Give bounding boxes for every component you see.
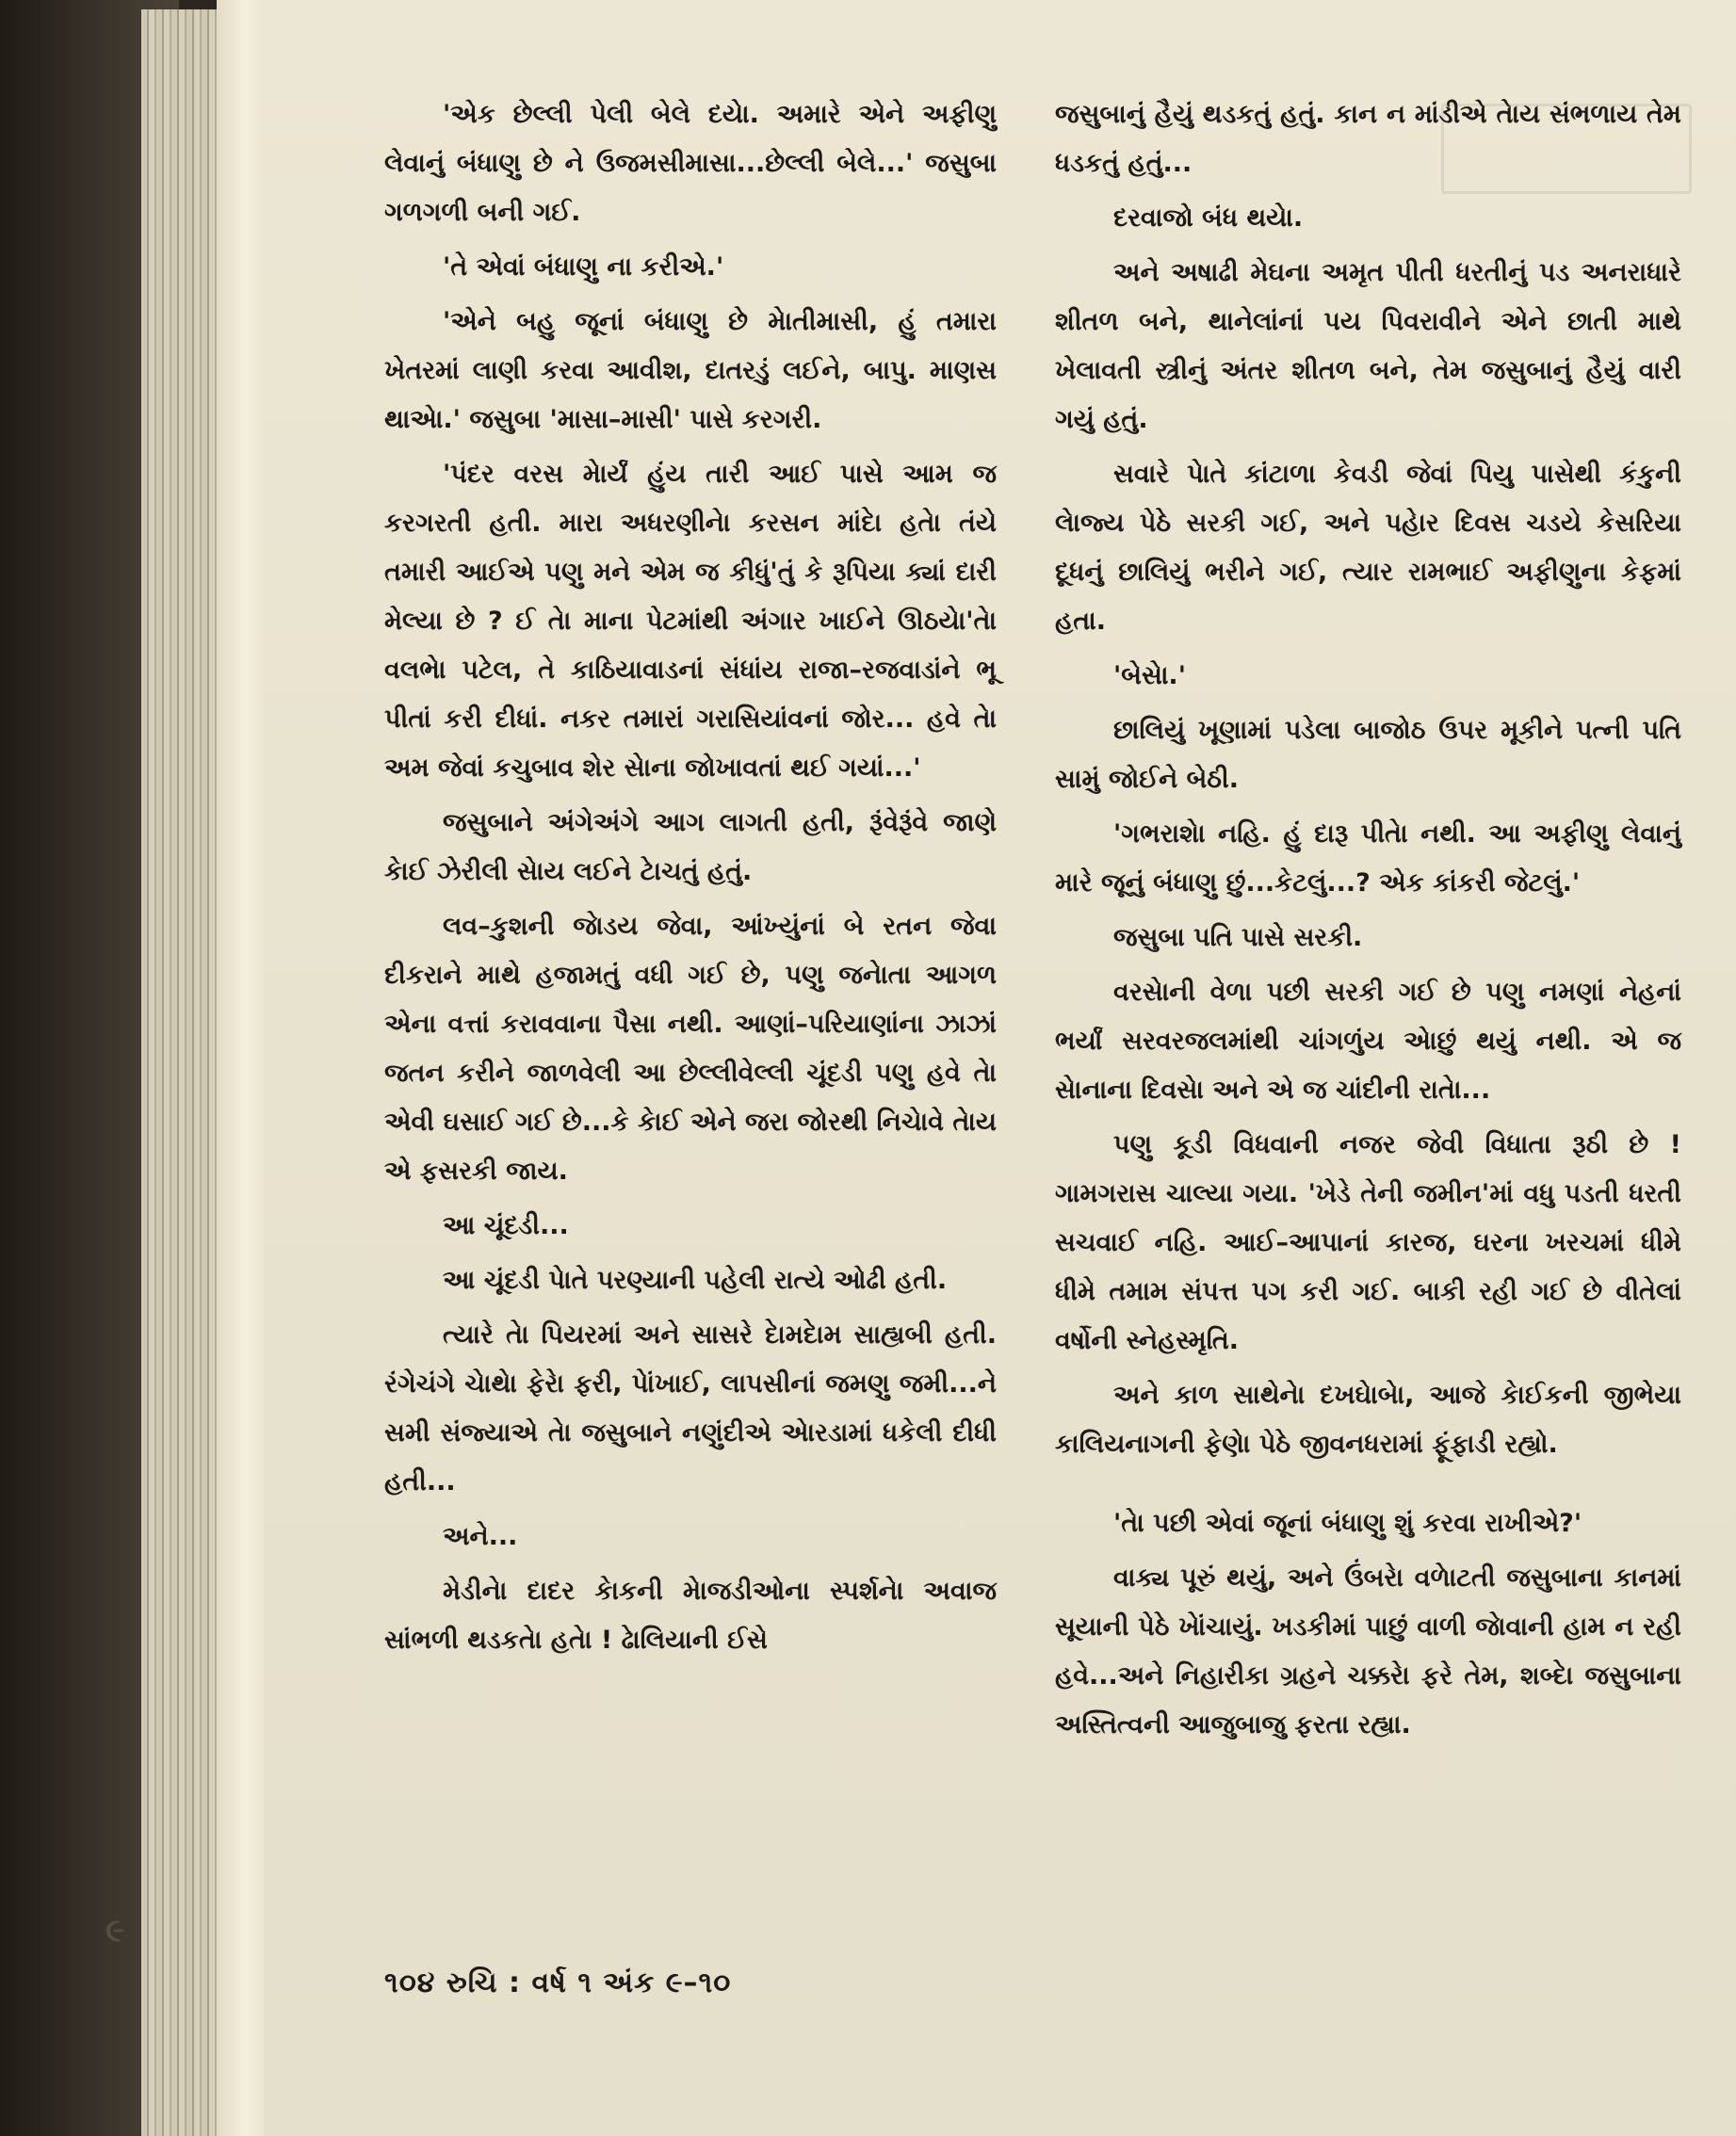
- paragraph: જસુબા પતિ પાસે સરકી.: [1113, 923, 1363, 952]
- paragraph: 'બેસેા.': [1113, 661, 1186, 690]
- paragraph: ત્યારે તેા પિયરમાં અને સાસરે દેામદેામ સાહ્યબી હતી. રંગેચંગે ચેાથેા ફેરેા ફરી, પેાંખાઈ, લાપસીનાં જમણુ જમી...ને સમી સંજ્યાએ તેા જસુબાને નણુંદીએ એારડામાં ધકેલી દીધી હતી...: [384, 1320, 997, 1497]
- paragraph: અને...: [443, 1522, 518, 1551]
- page-footer: ૧૦૪ રુચિ : વર્ષ ૧ અંક ૯–૧૦: [384, 1966, 732, 1999]
- paragraph: જસુબાનું હૈયું થડકતું હતું. કાન ન માંડીએ તેાય સંભળાય તેમ ધડકતું હતું...: [1055, 100, 1681, 178]
- paragraph: મેડીનેા દાદર કેાકની મેાજડીઓના સ્પર્શનેા અવાજ સાંભળી થડકતેા હતેા ! ઢેાલિયાની ઈસે: [384, 1577, 997, 1655]
- paragraph: વરસેાની વેળા પછી સરકી ગઈ છે પણુ નમણાં નેહનાં ભર્યાં સરવરજલમાંથી ચાંગળુંય એાછું થયું નથી. એ જ સેાનાના દિવસેા અને એ જ ચાંદીની રાતેા...: [1055, 978, 1681, 1105]
- margin-handwritten-mark: ૯: [105, 1912, 125, 1950]
- paragraph: 'પંદર વરસ મેાર્યં હુંય તારી આઈ પાસે આમ જ કરગરતી હતી. મારા અધરણીનેા કરસન માંદેા હતેા તંયે તમારી આઈએ પણુ મને એમ જ કીધું'તું કે રૂપિયા ક્યાં દારી મેલ્યા છે ? ઈ તેા માના પેટમાંથી અંગાર ખાઈને ઊઠયેા'તેા વલભેા પટેલ, તે કાઠિયાવાડનાં સંધાંય રાજા–રજવાડાંને ભૂ પીતાં કરી દીધાં. નકર તમારાં ગરાસિયાંવનાં જોર... હવે તેા અમ જેવાં કચુબાવ શેર સેાના જોખાવતાં થઈ ગયાં...': [384, 460, 997, 783]
- paragraph: સવારે પેાતે કાંટાળા કેવડી જેવાં પિયુ પાસેથી કંકુની લેાજ્ય પેઠે સરકી ગઈ, અને પહેાર દિવસ ચડયે કેસરિયા દૂધનું છાલિયું ભરીને ગઈ, ત્યાર રામભાઈ અફીણુના કેફમાં હતા.: [1055, 460, 1681, 636]
- paragraph: પણુ કૂડી વિધવાની નજર જેવી વિધાતા રૂઠી છે ! ગામગરાસ ચાલ્યા ગયા. 'ખેડે તેની જમીન'માં વધુ પડતી ધરતી સચવાઈ નહિ. આઈ–આપાનાં કારજ, ઘરના ખરચમાં ધીમે ધીમે તમામ સંપત્ત પગ કરી ગઈ. બાકી રહી ગઈ છે વીતેલાં વર્ષોની સ્નેહસ્મૃતિ.: [1055, 1130, 1681, 1355]
- paragraph: આ ચૂંદડી પેાતે પરણ્યાની પહેલી રાત્યે ઓઢી હતી.: [443, 1266, 948, 1295]
- left-column: [384, 90, 997, 1671]
- paragraph: અને કાળ સાથેનેા દખઘેાબેા, આજે કેાઈકની જીભેયા કાલિયનાગની ફેણેા પેઠે જીવનધરામાં ફૂંફાડી રહ્યો.: [1055, 1381, 1681, 1459]
- paragraph: 'એને બહુ જૂનાં બંધાણુ છે મેાતીમાસી, હું તમારા ખેતરમાં લાણી કરવા આવીશ, દાતરડું લઈને, બાપુ. માણસ થાએા.' જસુબા 'માસા–માસી' પાસે કરગરી.: [384, 307, 997, 434]
- paragraph: 'ગભરાશેા નહિ. હું દારૂ પીતેા નથી. આ અફીણુ લેવાનું મારે જૂનું બંધાણુ છું...કેટલું...? એક કાંકરી જેટલું.': [1055, 819, 1681, 898]
- paragraph: લવ–કુશની જેાડય જેવા, આંખ્યુંનાં બે રતન જેવા દીકરાને માથે હજામતું વધી ગઈ છે, પણુ જનેાતા આગળ એના વત્તાં કરાવવાના પૈસા નથી. આણાં–પરિયાણાંના ઝાઝાં જતન કરીને જાળવેલી આ છેલ્લીવેલ્લી ચૂંદડી પણુ હવે તેા એવી ઘસાઈ ગઈ છે...કે કેાઈ એને જરા જોરથી નિચેાવે તેાય એ ફસરકી જાય.: [384, 912, 997, 1186]
- paragraph: આ ચૂંદડી...: [443, 1211, 569, 1240]
- paragraph: છાલિયું ખૂણામાં પડેલા બાજોઠ ઉપર મૂકીને પત્ની પતિ સામું જોઈને બેઠી.: [1055, 716, 1681, 794]
- paragraph: જસુબાને અંગેઅંગે આગ લાગતી હતી, રૂંવેરૂંવે જાણે કેાઈ ઝેરીલી સેાય લઈને ટેાચતું હતું.: [384, 808, 997, 886]
- paragraph: 'તેા પછી એવાં જૂનાં બંધાણુ શું કરવા રાખીએ?': [1113, 1509, 1582, 1538]
- paragraph: દરવાજો બંધ થયેા.: [1113, 203, 1304, 233]
- paragraph: 'તે એવાં બંધાણુ ના કરીએ.': [443, 252, 724, 282]
- paragraph: વાક્ય પૂરું થયું, અને ઉંબરેા વળેાટતી જસુબાના કાનમાં સૂયાની પેઠે ખેાંચાયું. ખડકીમાં પાછું વાળી જેાવાની હામ ન રહી હવે...અને નિહારીકા ગ્રહને ચક્કરેા ફરે તેમ, શબ્દેા જસુબાના અસ્તિત્વની આજુબાજુ ફરતા રહ્યા.: [1055, 1563, 1681, 1740]
- paragraph: અને અષાઢી મેઘના અમૃત પીતી ધરતીનું પડ અનરાધારે શીતળ બને, થાનેલાંનાં પય પિવરાવીને એને છાતી માથે ખેલાવતી સ્ત્રીનું અંતર શીતળ બને, તેમ જસુબાનું હૈયું વારી ગયું હતું.: [1055, 258, 1681, 434]
- right-column: [1055, 90, 1681, 1756]
- paragraph: 'એક છેલ્લી પેલી બેલે દયેા. અમારે એને અફીણુ લેવાનું બંધાણુ છે ને ઉજમસીમાસા...છેલ્લી બેલે...' જસુબા ગળગળી બની ગઈ.: [384, 100, 997, 227]
